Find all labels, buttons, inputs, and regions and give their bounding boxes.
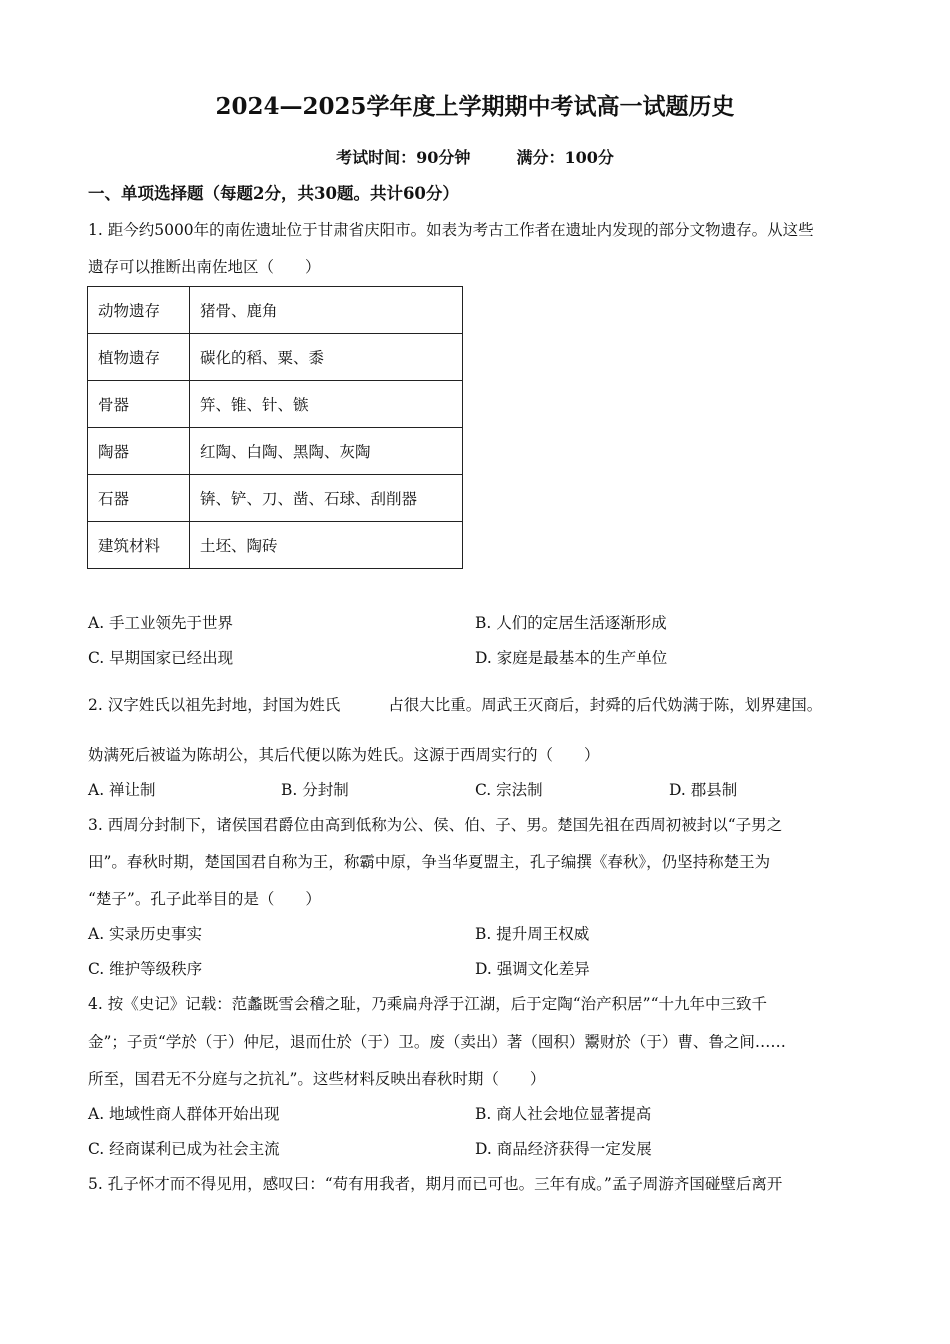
q2-stem-line1 [88, 693, 868, 715]
table-cell-category: 建筑材料 [88, 522, 190, 569]
exam-score: 满分：100分 [516, 148, 614, 167]
q5-stem-line1: 5. 孔子怀才而不得见用，感叹曰：“苟有用我者，期月而已可也。三年有成。”孟子周游齐国碰壁后离开 [88, 1175, 783, 1193]
q3-stem-line1: 3. 西周分封制下，诸侯国君爵位由高到低称为公、侯、伯、子、男。楚国先祖在西周初被封以“子男之 [88, 816, 783, 834]
q1-option-d: D. 家庭是最基本的生产单位 [475, 649, 668, 667]
table-cell-items: 笄、锥、针、镞 [190, 381, 463, 428]
table-row [88, 287, 463, 334]
q4-stem-line2: 金”；子贡“学於（于）仲尼，退而仕於（于）卫。废（卖出）著（囤积）鬻财於（于）曹、鲁之间…… [88, 1033, 786, 1051]
exam-time: 考试时间：90分钟 [336, 148, 471, 167]
exam-info [0, 145, 950, 168]
table-cell-items: 红陶、白陶、黑陶、灰陶 [190, 428, 463, 475]
q4-option-b: B. 商人社会地位显著提高 [475, 1105, 652, 1123]
section-heading: 一、单项选择题（每题2分，共30题。共计60分） [88, 184, 459, 203]
table-row [88, 381, 463, 428]
table-cell-items: 锛、铲、刀、凿、石球、刮削器 [190, 475, 463, 522]
q2-option-b: B. 分封制 [281, 781, 349, 799]
table-cell-category: 动物遗存 [88, 287, 190, 334]
q1-option-b: B. 人们的定居生活逐渐形成 [475, 614, 667, 632]
relics-table [87, 286, 463, 569]
table-row [88, 475, 463, 522]
q1-option-a: A. 手工业领先于世界 [88, 614, 234, 632]
q2-option-d: D. 郡县制 [669, 781, 738, 799]
q4-stem-line1: 4. 按《史记》记载：范蠡既雪会稽之耻，乃乘扁舟浮于江湖，后于定陶“治产积居”“十九年中三致千 [88, 995, 767, 1013]
q2-stem-line2: 妫满死后被谥为陈胡公，其后代便以陈为姓氏。这源于西周实行的（ ） [88, 746, 600, 764]
table-row [88, 522, 463, 569]
q2-stem-part1: 2. 汉字姓氏以祖先封地，封国为姓氏 [88, 696, 341, 714]
table-cell-items: 土坯、陶砖 [190, 522, 463, 569]
q4-option-d: D. 商品经济获得一定发展 [475, 1140, 652, 1158]
q3-option-b: B. 提升周王权威 [475, 925, 590, 943]
table-row [88, 334, 463, 381]
table-cell-items: 碳化的稻、粟、黍 [190, 334, 463, 381]
table-cell-items: 猪骨、鹿角 [190, 287, 463, 334]
q4-stem-line3: 所至，国君无不分庭与之抗礼”。这些材料反映出春秋时期（ ） [88, 1070, 546, 1088]
table-cell-category: 石器 [88, 475, 190, 522]
exam-title: 2024—2025学年度上学期期中考试高一试题历史 [215, 93, 735, 120]
q1-stem-line1: 1. 距今约5000年的南佐遗址位于甘肃省庆阳市。如表为考古工作者在遗址内发现的部分文物遗存。从这些 [88, 221, 814, 239]
q3-option-a: A. 实录历史事实 [88, 925, 203, 943]
q2-option-a: A. 禅让制 [88, 781, 156, 799]
q3-stem-line2: 田”。春秋时期，楚国国君自称为王，称霸中原，争当华夏盟主，孔子编撰《春秋》，仍坚持称楚王为 [88, 853, 771, 871]
q4-option-c: C. 经商谋利已成为社会主流 [88, 1140, 280, 1158]
q4-option-a: A. 地域性商人群体开始出现 [88, 1105, 280, 1123]
table-cell-category: 骨器 [88, 381, 190, 428]
q1-stem-line2: 遗存可以推断出南佐地区（ ） [88, 258, 321, 276]
q2-option-c: C. 宗法制 [475, 781, 543, 799]
q2-stem-part2: 占很大比重。周武王灭商后，封舜的后代妫满于陈，划界建国。 [388, 696, 823, 714]
q3-option-c: C. 维护等级秩序 [88, 960, 203, 978]
table-row [88, 428, 463, 475]
table-cell-category: 植物遗存 [88, 334, 190, 381]
q3-option-d: D. 强调文化差异 [475, 960, 590, 978]
q1-option-c: C. 早期国家已经出现 [88, 649, 234, 667]
q3-stem-line3: “楚子”。孔子此举目的是（ ） [88, 890, 321, 908]
table-cell-category: 陶器 [88, 428, 190, 475]
